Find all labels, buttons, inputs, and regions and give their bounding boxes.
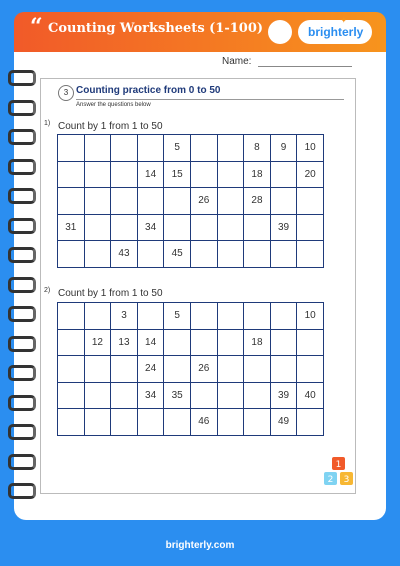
grid-cell-number: 18 (244, 161, 271, 188)
grid-row (58, 214, 324, 241)
grid-cell-number: 14 (137, 329, 164, 356)
footer-website: brighterly.com (165, 540, 235, 551)
grid-cell-blank[interactable] (137, 303, 164, 330)
grid-cell-blank[interactable] (58, 161, 85, 188)
quote-mark-icon: “ (30, 14, 43, 40)
grid-cell-blank[interactable] (217, 409, 244, 436)
grid-cell-blank[interactable] (84, 356, 111, 383)
grid-cell-blank[interactable] (297, 409, 324, 436)
grid-cell-number: 8 (244, 135, 271, 162)
grid-cell-blank[interactable] (270, 161, 297, 188)
grid-cell-blank[interactable] (84, 241, 111, 268)
grid-cell-number: 26 (190, 188, 217, 215)
grid-cell-number: 26 (190, 356, 217, 383)
grid-cell-number: 34 (137, 214, 164, 241)
grid-row (58, 241, 324, 268)
binding-ring (8, 100, 36, 116)
binding-ring (8, 70, 36, 86)
grid-cell-blank[interactable] (217, 303, 244, 330)
binding-ring (8, 188, 36, 204)
svg-text:1: 1 (335, 460, 342, 470)
question-2-number-grid (57, 302, 324, 436)
grid-cell-number: 24 (137, 356, 164, 383)
binding-ring (8, 395, 36, 411)
grid-cell-number: 40 (297, 382, 324, 409)
grid-cell-blank[interactable] (58, 409, 85, 436)
grid-cell-number: 10 (297, 135, 324, 162)
grid-cell-blank[interactable] (164, 329, 191, 356)
grid-cell-number: 43 (111, 241, 138, 268)
svg-text:2: 2 (327, 475, 334, 485)
question-2-prompt: Count by 1 from 1 to 50 (58, 288, 163, 299)
grid-cell-number: 10 (297, 303, 324, 330)
grid-cell-blank[interactable] (244, 303, 271, 330)
grid-cell-blank[interactable] (244, 382, 271, 409)
grid-cell-blank[interactable] (244, 409, 271, 436)
binding-ring (8, 277, 36, 293)
section-instructions: Answer the questions below (76, 102, 151, 108)
grid-row (58, 303, 324, 330)
grid-cell-number: 20 (297, 161, 324, 188)
grid-cell-blank[interactable] (190, 161, 217, 188)
binding-ring (8, 483, 36, 499)
grid-cell-blank[interactable] (137, 241, 164, 268)
grid-cell-blank[interactable] (111, 214, 138, 241)
grid-cell-blank[interactable] (58, 188, 85, 215)
grid-cell-blank[interactable] (190, 303, 217, 330)
grid-cell-blank[interactable] (190, 241, 217, 268)
question-1-prompt: Count by 1 from 1 to 50 (58, 121, 163, 132)
grid-cell-blank[interactable] (137, 135, 164, 162)
grid-cell-number: 13 (111, 329, 138, 356)
grid-cell-blank[interactable] (270, 356, 297, 383)
question-1-number-grid (57, 134, 324, 268)
grid-cell-number: 5 (164, 303, 191, 330)
grid-cell-number: 46 (190, 409, 217, 436)
grid-cell-blank[interactable] (164, 214, 191, 241)
grid-cell-number: 34 (137, 382, 164, 409)
question-2-number: 2) (44, 287, 51, 294)
grid-cell-blank[interactable] (84, 303, 111, 330)
grid-row (58, 329, 324, 356)
section-title: Counting practice from 0 to 50 (76, 85, 221, 96)
grid-row (58, 409, 324, 436)
binding-ring (8, 365, 36, 381)
grid-cell-number: 15 (164, 161, 191, 188)
grid-cell-blank[interactable] (111, 161, 138, 188)
grid-cell-blank[interactable] (297, 188, 324, 215)
grid-cell-blank[interactable] (190, 214, 217, 241)
grid-cell-number: 9 (270, 135, 297, 162)
grid-cell-blank[interactable] (84, 382, 111, 409)
grid-cell-blank[interactable] (270, 303, 297, 330)
name-field-line (258, 66, 352, 67)
svg-text:3: 3 (343, 475, 350, 485)
grid-cell-blank[interactable] (217, 241, 244, 268)
grid-cell-blank[interactable] (190, 382, 217, 409)
grid-cell-number: 3 (111, 303, 138, 330)
binding-ring (8, 159, 36, 175)
grid-cell-blank[interactable] (244, 241, 271, 268)
grid-cell-blank[interactable] (217, 382, 244, 409)
page-title: Counting Worksheets (1-100) (48, 21, 264, 36)
grid-cell-blank[interactable] (270, 329, 297, 356)
grid-cell-blank[interactable] (84, 409, 111, 436)
grid-cell-blank[interactable] (217, 188, 244, 215)
grid-row (58, 188, 324, 215)
grid-cell-blank[interactable] (164, 188, 191, 215)
grid-cell-blank[interactable] (111, 409, 138, 436)
number-blocks-icon (322, 456, 356, 490)
grid-cell-blank[interactable] (297, 214, 324, 241)
binding-ring (8, 218, 36, 234)
binding-ring (8, 336, 36, 352)
grid-cell-blank[interactable] (217, 135, 244, 162)
grid-cell-number: 35 (164, 382, 191, 409)
grid-cell-number: 14 (137, 161, 164, 188)
grid-cell-number: 39 (270, 382, 297, 409)
grid-row (58, 382, 324, 409)
question-1-number: 1) (44, 120, 51, 127)
grid-cell-blank[interactable] (111, 135, 138, 162)
grid-cell-blank[interactable] (244, 214, 271, 241)
grid-row (58, 135, 324, 162)
grid-cell-blank[interactable] (58, 241, 85, 268)
grid-cell-blank[interactable] (244, 356, 271, 383)
name-label: Name: (222, 56, 252, 67)
binding-ring (8, 454, 36, 470)
grid-cell-blank[interactable] (217, 356, 244, 383)
grid-cell-blank[interactable] (58, 135, 85, 162)
grid-cell-number: 18 (244, 329, 271, 356)
grid-cell-blank[interactable] (297, 356, 324, 383)
grid-cell-blank[interactable] (111, 382, 138, 409)
grid-cell-blank[interactable] (217, 161, 244, 188)
binding-ring (8, 129, 36, 145)
grid-cell-number: 31 (58, 214, 85, 241)
grid-cell-blank[interactable] (84, 135, 111, 162)
grid-cell-blank[interactable] (190, 135, 217, 162)
grid-cell-blank[interactable] (217, 214, 244, 241)
grid-cell-blank[interactable] (164, 409, 191, 436)
grid-cell-blank[interactable] (58, 329, 85, 356)
grid-cell-blank[interactable] (58, 382, 85, 409)
grid-cell-number: 5 (164, 135, 191, 162)
grid-cell-blank[interactable] (84, 214, 111, 241)
grid-cell-blank[interactable] (270, 188, 297, 215)
section-number: 3 (58, 85, 74, 101)
grid-cell-blank[interactable] (111, 356, 138, 383)
section-divider (76, 99, 344, 100)
grid-cell-blank[interactable] (137, 188, 164, 215)
grid-cell-number: 45 (164, 241, 191, 268)
grid-cell-number: 12 (84, 329, 111, 356)
grid-cell-blank[interactable] (58, 303, 85, 330)
grid-cell-number: 28 (244, 188, 271, 215)
grid-row (58, 356, 324, 383)
grid-cell-number: 39 (270, 214, 297, 241)
grid-cell-blank[interactable] (137, 409, 164, 436)
brand-logo-text: brighterly (308, 25, 364, 39)
grid-cell-blank[interactable] (58, 356, 85, 383)
grid-cell-blank[interactable] (111, 188, 138, 215)
grid-cell-blank[interactable] (190, 329, 217, 356)
grid-cell-number: 49 (270, 409, 297, 436)
blank-circle (268, 20, 292, 44)
binding-ring (8, 247, 36, 263)
spark-icon: ✦ (340, 15, 348, 25)
grid-cell-blank[interactable] (270, 241, 297, 268)
grid-cell-blank[interactable] (164, 356, 191, 383)
grid-cell-blank[interactable] (84, 161, 111, 188)
grid-cell-blank[interactable] (297, 241, 324, 268)
binding-ring (8, 306, 36, 322)
grid-row (58, 161, 324, 188)
binding-ring (8, 424, 36, 440)
grid-cell-blank[interactable] (297, 329, 324, 356)
grid-cell-blank[interactable] (84, 188, 111, 215)
grid-cell-blank[interactable] (217, 329, 244, 356)
